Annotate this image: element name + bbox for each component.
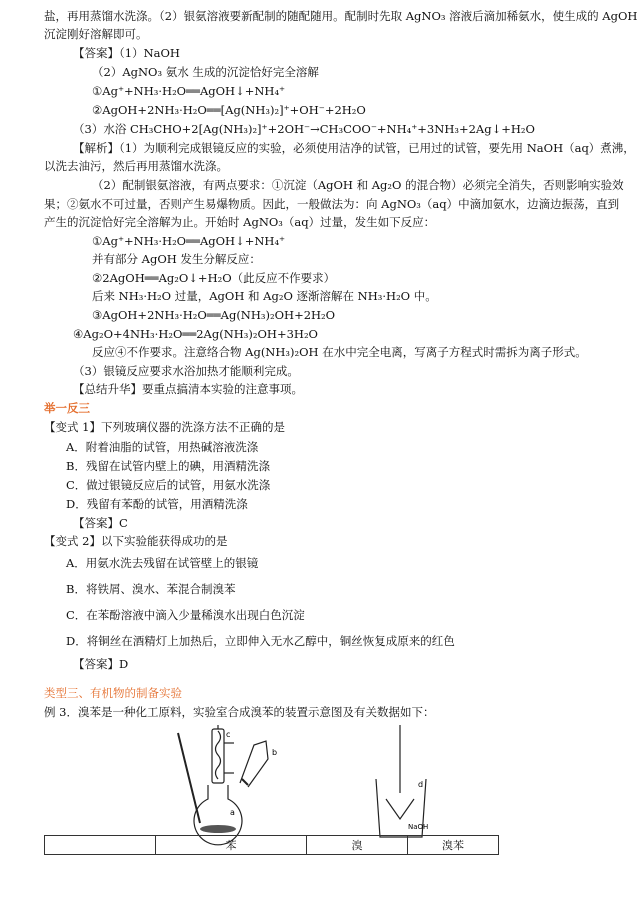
analysis-line: 产生的沉淀恰好完全溶解为止。开始时 AgNO₃（aq）过量，发生如下反应： [44,215,436,229]
analysis-line: 以洗去油污，然后再用蒸馏水洗涤。 [44,159,228,173]
analysis-line: （2）配制银氨溶液，有两点要求：①沉淀（AgOH 和 Ag₂O 的混合物）必须完全消失，否则影响实验效 [92,178,624,192]
question-stem: 【变式 2】以下实验能获得成功的是 [44,534,228,548]
label-a: a [230,808,235,817]
condenser [212,729,224,783]
label-c: c [226,730,231,739]
analysis-line: 果；②氨水不可过量，否则产生易爆物质。因此，一般做法为：向 AgNO₃（aq）中滴加氨水，边滴边振荡，直到 [44,197,620,211]
option-d: D．残留有苯酚的试管，用酒精洗涤 [66,497,248,511]
equation: ①Ag⁺+NH₃·H₂O══AgOH↓+NH₄⁺ [92,234,286,248]
question-stem: 【变式 1】下列玻璃仪器的洗涤方法不正确的是 [44,420,285,434]
table-header-cell: 溴 [307,836,408,855]
option-a: A．用氨水洗去残留在试管壁上的银镜 [66,556,259,570]
label-b: b [272,748,278,757]
section-heading: 类型三、有机物的制备实验 [44,686,182,700]
condenser-coil [216,731,221,779]
summary-line: 【总结升华】要重点搞清本实验的注意事项。 [73,382,303,396]
inverted-funnel [386,799,414,819]
table-header-cell [45,836,156,855]
option-d: D．将铜丝在酒精灯上加热后，立即伸入无水乙醇中，铜丝恢复成原来的红色 [66,634,455,648]
example-stem: 例 3．溴苯是一种化工原料，实验室合成溴苯的装置示意图及有关数据如下： [44,705,435,719]
answer-label: 【答案】C [73,516,128,530]
table-header-cell: 苯 [156,836,307,855]
flask-contents [200,825,236,833]
equation: ①Ag⁺+NH₃·H₂O══AgOH↓+NH₄⁺ [92,84,286,98]
analysis-line: 后来 NH₃·H₂O 过量，AgOH 和 Ag₂O 逐渐溶解在 NH₃·H₂O 中。 [92,289,437,303]
answer-label: 【答案】D [73,657,129,671]
equation: ④Ag₂O+4NH₃·H₂O══2Ag(NH₃)₂OH+3H₂O [73,327,318,341]
answer-line: （2）AgNO₃ 氨水 生成的沉淀恰好完全溶解 [92,65,319,79]
equation: ②AgOH+2NH₃·H₂O══[Ag(NH₃)₂]⁺+OH⁻+2H₂O [92,103,366,117]
analysis-line: 【解析】（1）为顺利完成银镜反应的实验，必须使用洁净的试管，已用过的试管，要先用 NaOH（aq）煮沸， [73,141,635,155]
practice-heading: 举一反三 [44,401,90,415]
answer-label: 【答案】（1）NaOH [73,46,180,60]
data-table [44,835,499,855]
naoh-label: NaOH [408,823,429,831]
analysis-line: （3）银镜反应要求水浴加热才能顺利完成。 [73,364,299,378]
option-c: C．做过银镜反应后的试管，用氨水洗涤 [66,478,271,492]
para-line: 沉淀刚好溶解即可。 [44,27,148,41]
table-header-cell: 溴苯 [408,836,499,855]
table-header-row [45,836,499,855]
equation: （3）水浴 CH₃CHO+2[Ag(NH₃)₂]⁺+2OH⁻→CH₃COO⁻+NH₄⁺+3NH₃+2Ag↓+H₂O [73,122,535,136]
label-d: d [418,780,424,789]
analysis-line: 并有部分 AgOH 发生分解反应： [92,252,261,266]
analysis-line: 反应④不作要求。注意络合物 Ag(NH₃)₂OH 在水中完全电离，写离子方程式时需拆为离子形式。 [92,345,587,359]
equation: ②2AgOH══Ag₂O↓+H₂O（此反应不作要求） [92,271,336,285]
option-b: B．将铁屑、溴水、苯混合制溴苯 [66,582,236,596]
para-line: 盐，再用蒸馏水洗涤。（2）银氨溶液要新配制的随配随用。配制时先取 AgNO₃ 溶液后滴加稀氨水，使生成的 AgOH [44,9,638,23]
option-b: B．残留在试管内壁上的碘，用酒精洗涤 [66,459,270,473]
option-a: A．附着油脂的试管，用热碱溶液洗涤 [66,440,259,454]
stopcock [242,779,248,785]
thermometer [178,733,200,823]
equation: ③AgOH+2NH₃·H₂O══Ag(NH₃)₂OH+2H₂O [92,308,336,322]
option-c: C．在苯酚溶液中滴入少量稀溴水出现白色沉淀 [66,608,305,622]
